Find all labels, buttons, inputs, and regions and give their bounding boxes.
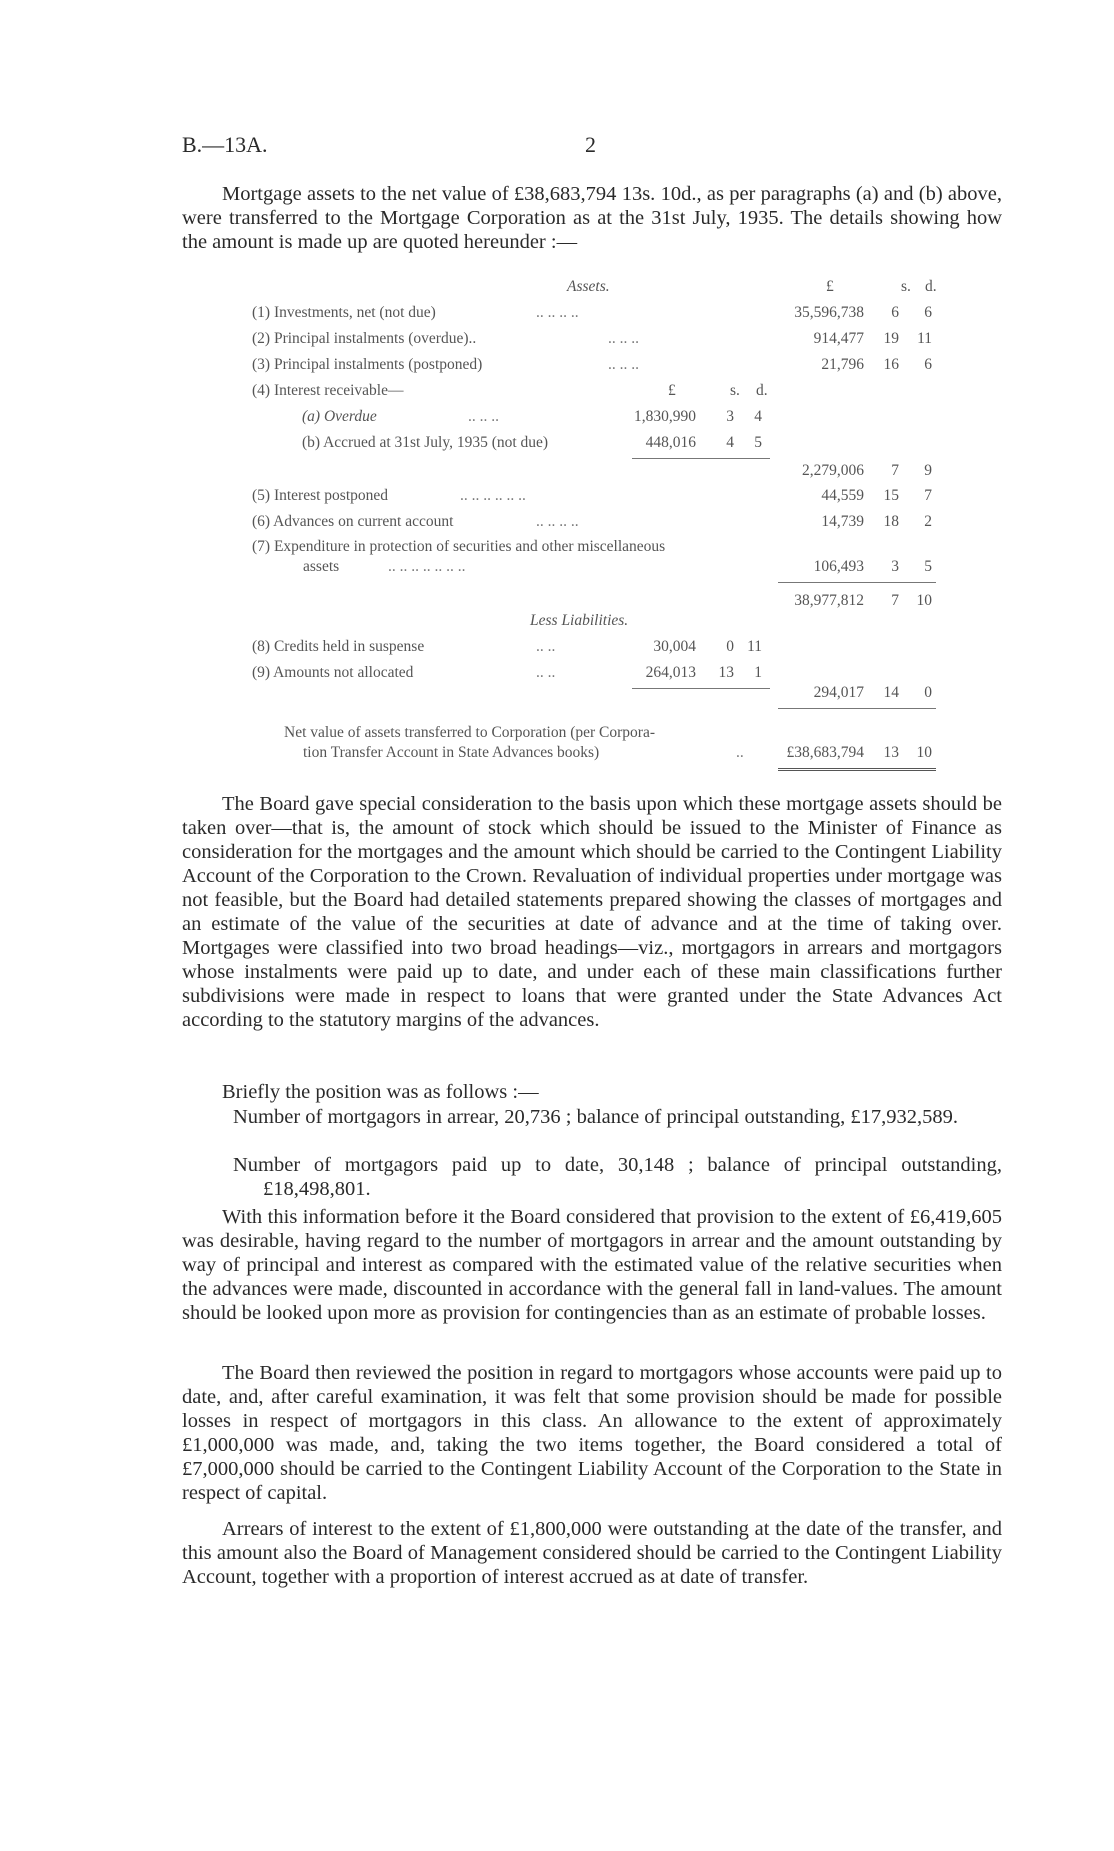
row-label: (9) Amounts not allocated [252,664,414,681]
gross-pounds: 38,977,812 [794,592,864,609]
row-shillings: 6 [891,304,899,321]
row-pence: 5 [924,558,932,575]
briefly-line: Briefly the position was as follows :— [222,1081,539,1103]
sub-col-pound: £ [668,382,676,399]
row-label: (3) Principal instalments (postponed) [252,356,483,373]
net-label: Net value of assets transferred to Corporation (per Corpora- [284,724,656,741]
net-label-cont: tion Transfer Account in State Advances books) [303,744,600,761]
row-label: (2) Principal instalments (overdue).. [252,330,477,347]
sub-pounds: 264,013 [645,664,696,681]
subtotal-rule [632,458,770,459]
col-pence: d. [925,278,937,295]
row-label: (1) Investments, net (not due) [252,304,436,321]
paragraph-review: The Board then reviewed the position in regard to mortgagors whose accounts were paid up to date, and, after careful examination, it was felt that some provision should be made for possible losses in respect of mortgagors in this class. An allowance to the extent of approximately £1,000,000 was made, and, taking the two items together, the Board considered a total of £7,000,000 should be carried to the Contingent Liability Account of the Corporation to the State in respect of capital. [182,1362,1002,1504]
paragraph-provision: With this information before it the Board considered that provision to the extent of £6,419,605 was desirable, having regard to the number of mortgagors in arrear and the amount outstanding by way of principal and interest as compared with the estimated value of the relative securities when the advances were made, discounted in accordance with the general fall in land-values. The amount should be looked upon more as provision for contingencies than as an estimate of probable losses. [182,1206,1002,1324]
gross-shillings: 7 [891,592,899,609]
row-pence: 6 [924,356,932,373]
paragraph-basis: The Board gave special consideration to the basis upon which these mortgage assets should be taken over—that is, the amount of stock which should be issued to the Minister of Finance as consideration for the mortgages and the amount which should be carried to the Contingent Liability Account of the Corporation to the Crown. Revaluation of individual properties under mortgage was not feasible, but the Board had detailed statements prepared showing the classes of mortgages and an estimate of the value of the securities at date of advance and at the time of taking over. Mortgages were classified into two broad headings—viz., mortgagors in arrears and mortgagors whose instalments were paid up to date, and under each of these main classifications further subdivisions were made in respect to loans that were granted under the State Advances Act according to the statutory margins of the advances. [182,793,1002,1031]
row-pence: 7 [924,487,932,504]
net-shillings: 13 [883,744,899,761]
leader-dots: .. .. [536,664,556,681]
row-label-cont: assets [303,558,340,575]
sub-col-pence: d. [756,382,768,399]
sub-pounds: 448,016 [645,434,696,451]
sub-row-label: (b) Accrued at 31st July, 1935 (not due) [302,434,549,451]
list-item: Number of mortgagors in arrear, 20,736 ; balance of principal outstanding, £17,932,589. [233,1106,959,1128]
row-shillings: 19 [883,330,899,347]
net-pence: 10 [916,744,932,761]
row-pounds: 106,493 [813,558,864,575]
document-reference: B.—13A. [182,132,268,157]
subtotal-rule [632,688,770,689]
row-pence: 9 [924,462,932,479]
sub-shillings: 4 [726,434,734,451]
row-pounds: 44,559 [821,487,864,504]
leader-dots: .. .. .. .. .. .. .. [388,558,466,575]
sub-shillings: 3 [726,408,734,425]
row-pounds: 2,279,006 [802,462,864,479]
col-shillings: s. [901,278,911,295]
sub-shillings: 0 [726,638,734,655]
row-pounds: 21,796 [821,356,864,373]
page-number: 2 [585,132,596,157]
sub-pence: 1 [754,664,762,681]
row-shillings: 18 [883,513,899,530]
leader-dots: .. .. .. [468,408,499,425]
sub-shillings: 13 [718,664,734,681]
leader-dots: .. .. [536,638,556,655]
row-shillings: 16 [883,356,899,373]
paragraph-arrears: Arrears of interest to the extent of £1,800,000 were outstanding at the date of the transfer, and this amount also the Board of Management considered should be carried to the Contingent Liability Account, together with a proportion of interest accrued as at date of transfer. [182,1518,1002,1588]
row-pounds: 14,739 [821,513,864,530]
row-pence: 11 [917,330,932,347]
sub-row-label: (a) Overdue [302,408,377,425]
list-item: Number of mortgagors paid up to date, 30,148 ; balance of principal outstanding, £18,498,801. [233,1154,1002,1200]
row-shillings: 7 [891,462,899,479]
row-label: (8) Credits held in suspense [252,638,425,655]
row-label: (4) Interest receivable— [252,382,404,399]
net-pounds: £38,683,794 [786,744,864,761]
gross-pence: 10 [916,592,932,609]
row-label: (7) Expenditure in protection of securities and other miscellaneous [252,538,666,555]
sub-col-shillings: s. [730,382,740,399]
row-label: (5) Interest postponed [252,487,389,504]
leader-dots: .. .. .. .. [536,304,579,321]
sub-pence: 11 [747,638,762,655]
assets-heading: Assets. [567,278,610,295]
total-rule [778,708,936,709]
row-pence: 6 [924,304,932,321]
sub-pounds: 30,004 [653,638,696,655]
liabilities-pence: 0 [924,684,932,701]
row-shillings: 3 [891,558,899,575]
row-pounds: 35,596,738 [794,304,864,321]
leader-dots: .. .. .. .. [536,513,579,530]
intro-paragraph: Mortgage assets to the net value of £38,683,794 13s. 10d., as per paragraphs (a) and (b) above, were transferred to the Mortgage Corporation as at the 31st July, 1935. The details showing how the amount is made up are quoted hereunder :— [182,183,1002,253]
leader-dots: .. [736,744,744,761]
liabilities-heading: Less Liabilities. [530,612,629,629]
leader-dots: .. .. .. .. .. .. [460,487,526,504]
leader-dots: .. .. .. [608,356,639,373]
row-pounds: 914,477 [813,330,864,347]
liabilities-shillings: 14 [883,684,899,701]
net-double-rule [778,768,936,771]
row-pence: 2 [924,513,932,530]
sub-pounds: 1,830,990 [634,408,696,425]
row-label: (6) Advances on current account [252,513,454,530]
total-rule [778,582,936,583]
sub-pence: 4 [754,408,762,425]
col-pound: £ [826,278,834,295]
sub-pence: 5 [754,434,762,451]
liabilities-pounds: 294,017 [813,684,864,701]
row-shillings: 15 [883,487,899,504]
leader-dots: .. .. .. [608,330,639,347]
